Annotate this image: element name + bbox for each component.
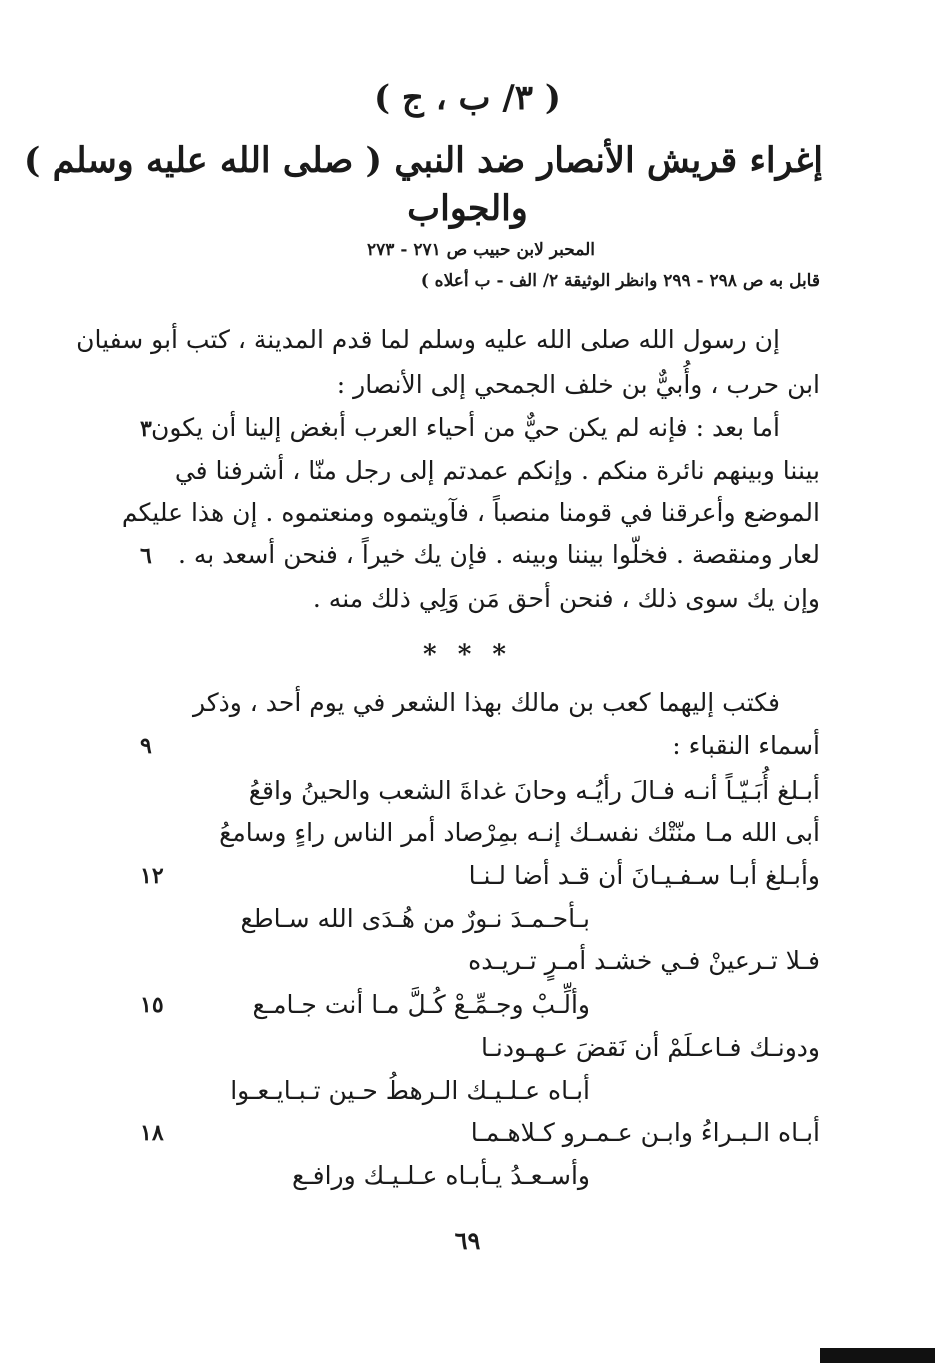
verse-line: أبى الله مـا منّتْك نفسـك إنـه بمِرْصاد أمر الناس راءٍ وسامعُ xyxy=(219,818,820,847)
intro-line: فكتب إليهما كعب بن مالك بهذا الشعر في يوم أحد ، وذكر xyxy=(192,688,780,717)
intro-line: أسماء النقباء : xyxy=(672,731,820,760)
line-number: ١٨ xyxy=(140,1120,164,1146)
line-number: ١٢ xyxy=(140,863,164,889)
verse-line: أبـاه عـلـيـك الـرهطُ حـين تـبـايـعـوا xyxy=(230,1076,590,1105)
source-reference-1: المحبر لابن حبيب ص ٢٧١ - ٢٧٣ xyxy=(367,240,595,260)
section-separator: * * * xyxy=(423,640,512,670)
verse-line: بـأحـمـدَ نـورٌ من هُـدَى الله سـاطع xyxy=(240,904,590,933)
verse-line: وألِّـبْ وجـمِّـعْ كُـلَّ مـا أنت جـامـع xyxy=(252,990,590,1019)
verse-line: ودونـك فـاعـلَمْ أن نَقضَ عـهـودنـا xyxy=(480,1033,820,1062)
title-line-1: إغراء قريش الأنصار ضد النبي ( صلى الله عليه وسلم ) xyxy=(23,140,823,181)
prose-line: لعار ومنقصة . فخلّوا بيننا وبينه . فإن يك خيراً ، فنحن أسعد به . xyxy=(177,540,820,569)
line-number: ٩ xyxy=(140,733,152,759)
document-number: ( ٣/ ب ، ج ) xyxy=(374,78,561,118)
line-number: ٣ xyxy=(140,416,152,442)
prose-line: إن رسول الله صلى الله عليه وسلم لما قدم المدينة ، كتب أبو سفيان xyxy=(76,325,780,354)
scan-edge-bar xyxy=(820,1348,935,1363)
source-reference-2: قابل به ص ٢٩٨ - ٢٩٩ وانظر الوثيقة ٢/ الف - ب أعلاه ) xyxy=(420,271,820,291)
prose-line: ابن حرب ، وأُبيٌّ بن خلف الجمحي إلى الأنصار : xyxy=(336,370,820,399)
line-number: ١٥ xyxy=(140,992,164,1018)
verse-line: وأبـلغ أبـا سـفـيـانَ أن قـد أضا لـنـا xyxy=(468,861,820,890)
verse-line: وأسـعـدُ يـأبـاه عـلـيـك ورافـع xyxy=(292,1161,590,1190)
verse-line: فـلا تـرعينْ فـي خشـد أمـرٍ تـريـده xyxy=(468,946,820,975)
prose-line: أما بعد : فإنه لم يكن حيٌّ من أحياء العرب أبغض إلينا أن يكون xyxy=(151,413,780,442)
page-number: ٦٩ xyxy=(454,1226,481,1255)
title-line-2: والجواب xyxy=(407,188,528,229)
prose-line: وإن يك سوى ذلك ، فنحن أحق مَن وَلِي ذلك منه . xyxy=(312,584,820,613)
verse-line: أبـاه الـبـراءُ وابـن عـمـرو كـلاهـمـا xyxy=(470,1118,820,1147)
verse-line: أبـلغ أُبَـيّـاً أنـه فـالَ رأيُـه وحانَ غداةَ الشعب والحينُ واقعُ xyxy=(248,776,820,805)
prose-line: بيننا وبينهم نائرة منكم . وإنكم عمدتم إلى رجل منّا ، أشرفنا في xyxy=(174,456,820,485)
prose-line: الموضع وأعرقنا في قومنا منصباً ، فآويتموه ومنعتموه . إن هذا عليكم xyxy=(121,498,820,527)
line-number: ٦ xyxy=(140,543,152,569)
